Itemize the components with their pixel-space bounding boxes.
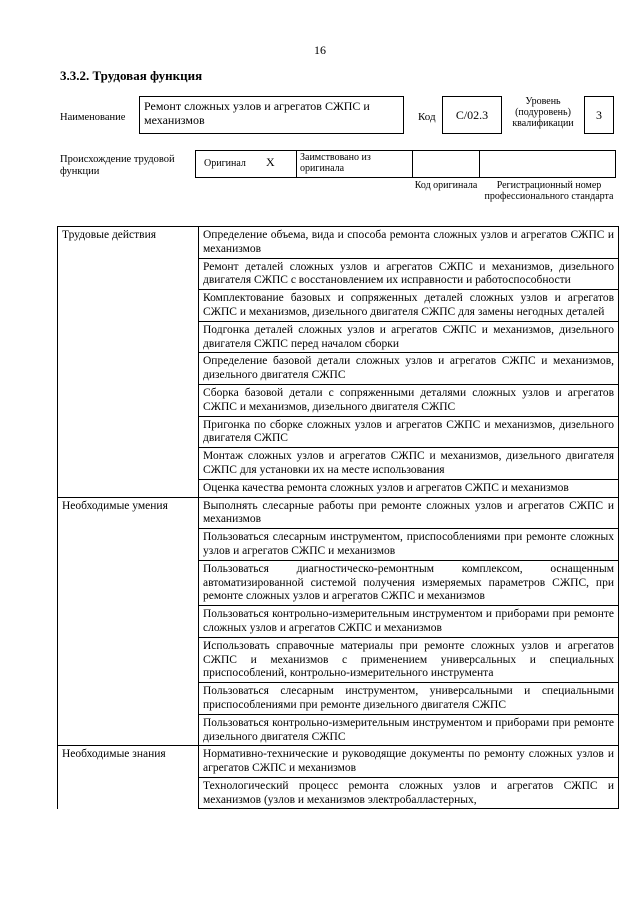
- section-item: Пользоваться слесарным инструментом, приспособлениями при ремонте сложных узлов и агрегатов СЖПС и механизмов: [199, 529, 619, 561]
- section-item: Определение объема, вида и способа ремонта сложных узлов и агрегатов СЖПС и механизмов: [199, 227, 619, 259]
- reg-number-label: Регистрационный номер профессионального стандарта: [484, 180, 614, 202]
- origin-label: Происхождение трудовой функции: [60, 154, 175, 177]
- qualification-level-value: 3: [596, 108, 602, 122]
- borrowed-label: Заимствовано из оригинала: [300, 152, 371, 174]
- section-item: Монтаж сложных узлов и агрегатов СЖПС и механизмов, дизельного двигателя СЖПС для установки их на месте использования: [199, 448, 619, 480]
- code-value-box: [442, 96, 502, 134]
- section-item: Ремонт деталей сложных узлов и агрегатов СЖПС и механизмов, дизельного двигателя СЖПС с восстановлением их исправности и работоспособности: [199, 258, 619, 290]
- original-box: [195, 150, 297, 178]
- code-original-box: [412, 150, 480, 178]
- section-item: Пользоваться контрольно-измерительным инструментом и приборами при ремонте дизельного двигателя СЖПС: [199, 714, 619, 746]
- table-row: [58, 497, 619, 529]
- section-item: Определение базовой детали сложных узлов и агрегатов СЖПС и механизмов, дизельного двигателя СЖПС: [199, 353, 619, 385]
- name-label: Наименование: [60, 112, 126, 123]
- code-original-label: Код оригинала: [414, 180, 478, 191]
- section-item: Сборка базовой детали с сопряженными деталями сложных узлов и агрегатов СЖПС и механизмов, дизельного двигателя СЖПС: [199, 384, 619, 416]
- section-item: Выполнять слесарные работы при ремонте сложных узлов и агрегатов СЖПС и механизмов: [199, 497, 619, 529]
- section-item: Подгонка деталей сложных узлов и агрегатов СЖПС и механизмов, дизельного двигателя СЖПС перед началом сборки: [199, 321, 619, 353]
- section-item: Использовать справочные материалы при ремонте сложных узлов и агрегатов СЖПС и механизмов с применением универсальных и специальных приспособлений, контрольно-измерительного инструмента: [199, 637, 619, 682]
- function-details-body: [58, 227, 619, 809]
- original-mark: X: [266, 155, 275, 169]
- section-item: Оценка качества ремонта сложных узлов и агрегатов СЖПС и механизмов: [199, 479, 619, 497]
- function-name-box: [139, 96, 404, 134]
- reg-number-box: [479, 150, 616, 178]
- section-item: Нормативно-технические и руководящие документы по ремонту сложных узлов и агрегатов СЖПС и механизмов: [199, 746, 619, 778]
- original-label: Оригинал: [204, 158, 246, 169]
- qualification-level-label: Уровень (подуровень) квалификации: [512, 96, 574, 129]
- qualification-level-box: [584, 96, 614, 134]
- table-row: [58, 746, 619, 778]
- table-row: [58, 227, 619, 259]
- section-item: Пригонка по сборке сложных узлов и агрегатов СЖПС и механизмов, дизельного двигателя СЖПС: [199, 416, 619, 448]
- section-item: Пользоваться контрольно-измерительным инструментом и приборами при ремонте сложных узлов и агрегатов СЖПС и механизмов: [199, 606, 619, 638]
- section-title: 3.3.2. Трудовая функция: [60, 68, 203, 83]
- section-category: Необходимые умения: [58, 497, 199, 746]
- section-category: Необходимые знания: [58, 746, 199, 809]
- section-category: Трудовые действия: [58, 227, 199, 498]
- code-label: Код: [418, 111, 436, 123]
- function-name-value: Ремонт сложных узлов и агрегатов СЖПС и механизмов: [144, 99, 370, 127]
- page-number: 16: [314, 43, 326, 57]
- section-item: Пользоваться слесарным инструментом, универсальными и специальными приспособлениями при ремонте дизельного двигателя СЖПС: [199, 683, 619, 715]
- function-details-table: [57, 226, 619, 809]
- section-item: Комплектование базовых и сопряженных деталей сложных узлов и агрегатов СЖПС и механизмов, дизельного двигателя СЖПС для замены негодных деталей: [199, 290, 619, 322]
- borrowed-box: [296, 150, 413, 178]
- code-value: C/02.3: [455, 108, 489, 122]
- section-item: Пользоваться диагностическо-ремонтным комплексом, оснащенным автоматизированной системой получения измеряемых параметров СЖПС, при ремонте сложных узлов и агрегатов СЖПС и механизмов: [199, 560, 619, 605]
- section-item: Технологический процесс ремонта сложных узлов и агрегатов СЖПС и механизмов (узлов и механизмов электробалластерных,: [199, 777, 619, 809]
